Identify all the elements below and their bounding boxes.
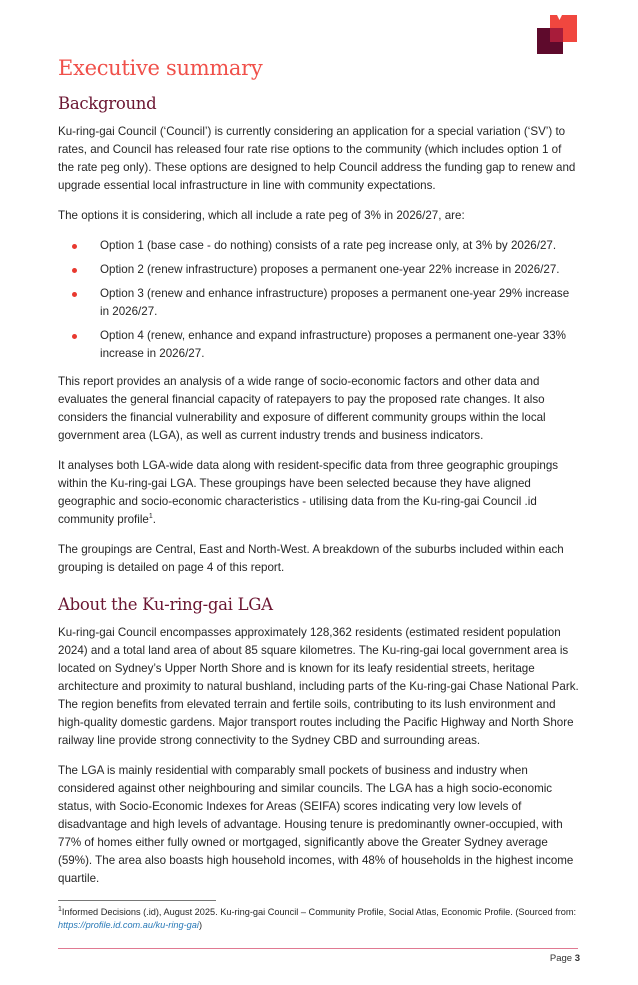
options-list xyxy=(58,237,580,363)
list-item xyxy=(58,327,580,363)
section-heading-background: Background xyxy=(58,94,157,113)
list-item xyxy=(58,261,580,279)
footer-divider xyxy=(58,948,578,949)
list-item xyxy=(58,285,580,321)
paragraph: This report provides an analysis of a wide range of socio-economic factors and other data and evaluates the general financial capacity of ratepayers to pay the proposed rate changes. It also considers the financial vulnerability and exposure of different community groups within the local government area (LGA), as well as current industry trends and business indicators. xyxy=(58,375,546,442)
footnote-link[interactable]: https://profile.id.com.au/ku-ring-gai xyxy=(58,920,199,930)
section-heading-about: About the Ku-ring-gai LGA xyxy=(58,595,273,614)
paragraph: Ku-ring-gai Council (‘Council’) is currently considering an application for a special variation (‘SV’) to rates, and Council has released four rate rise options to the community (which includes option 1 of the rate peg only). These options are designed to help Council address the funding gap to renew and upgrade essential local infrastructure in line with community expectations. xyxy=(58,125,576,192)
option-text: Option 4 (renew, enhance and expand infrastructure) proposes a permanent one-year 33% increase in 2026/27. xyxy=(100,329,566,360)
paragraph-text: It analyses both LGA-wide data along with resident-specific data from three geographic groupings within the Ku-ring-gai LGA. These groupings have been selected because they have aligned geographic and socio-economic characteristics - utilising data from the Ku-ring-gai Council .id community profile xyxy=(58,459,559,526)
paragraph-end: . xyxy=(152,513,156,526)
bullet-icon xyxy=(72,244,77,249)
footnote xyxy=(58,906,578,932)
company-logo xyxy=(537,15,579,55)
footnote-ref[interactable]: 1 xyxy=(148,513,153,521)
page-label: Page xyxy=(549,953,573,964)
footnote-divider xyxy=(58,900,216,901)
bullet-icon xyxy=(72,268,77,273)
paragraph xyxy=(58,457,580,529)
paragraph: The options it is considering, which all include a rate peg of 3% in 2026/27, are: xyxy=(58,209,465,222)
paragraph: Ku-ring-gai Council encompasses approximately 128,362 residents (estimated resident population 2024) and a total land area of about 85 square kilometres. The Ku-ring-gai local government area is located on Sydney’s Upper North Shore and is known for its leafy residential streets, heritage architecture and proximity to natural bushland, including parts of the Ku-ring-gai Chase National Park. The region benefits from elevated terrain and fertile soils, contributing to its lush environment and high-quality domestic gardens. Major transport routes including the Pacific Highway and North Shore railway line provide strong connectivity to the Sydney CBD and surrounding areas. xyxy=(58,626,579,747)
list-item xyxy=(58,237,580,255)
footnote-text: Informed Decisions (.id), August 2025. Ku-ring-gai Council – Community Profile, Social Atlas, Economic Profile. (Sourced from: xyxy=(61,907,577,917)
option-text: Option 3 (renew and enhance infrastructure) proposes a permanent one-year 29% increase in 2026/27. xyxy=(100,287,570,318)
bullet-icon xyxy=(72,292,77,297)
option-text: Option 2 (renew infrastructure) proposes a permanent one-year 22% increase in 2026/27. xyxy=(100,263,560,276)
page-content xyxy=(58,56,580,888)
page-title: Executive summary xyxy=(58,56,263,80)
page-number-value: 3 xyxy=(574,953,580,964)
option-text: Option 1 (base case - do nothing) consists of a rate peg increase only, at 3% by 2026/27. xyxy=(100,239,557,252)
paragraph: The LGA is mainly residential with comparably small pockets of business and industry when considered against other neighbouring and similar councils. The LGA has a high socio-economic status, with Socio-Economic Indexes for Areas (SEIFA) scores indicating very low levels of disadvantage and high levels of advantage. Housing tenure is predominantly owner-occupied, with 77% of homes either fully owned or mortgaged, significantly above the Greater Sydney average (59%). The area also boasts high household incomes, with 48% of households in the highest income quartile. xyxy=(58,764,574,885)
footnote-end: ) xyxy=(198,920,203,930)
page-number xyxy=(58,952,580,965)
bullet-icon xyxy=(72,334,77,339)
footnote-number: 1 xyxy=(58,905,62,913)
paragraph: The groupings are Central, East and North-West. A breakdown of the suburbs included within each grouping is detailed on page 4 of this report. xyxy=(58,543,564,574)
